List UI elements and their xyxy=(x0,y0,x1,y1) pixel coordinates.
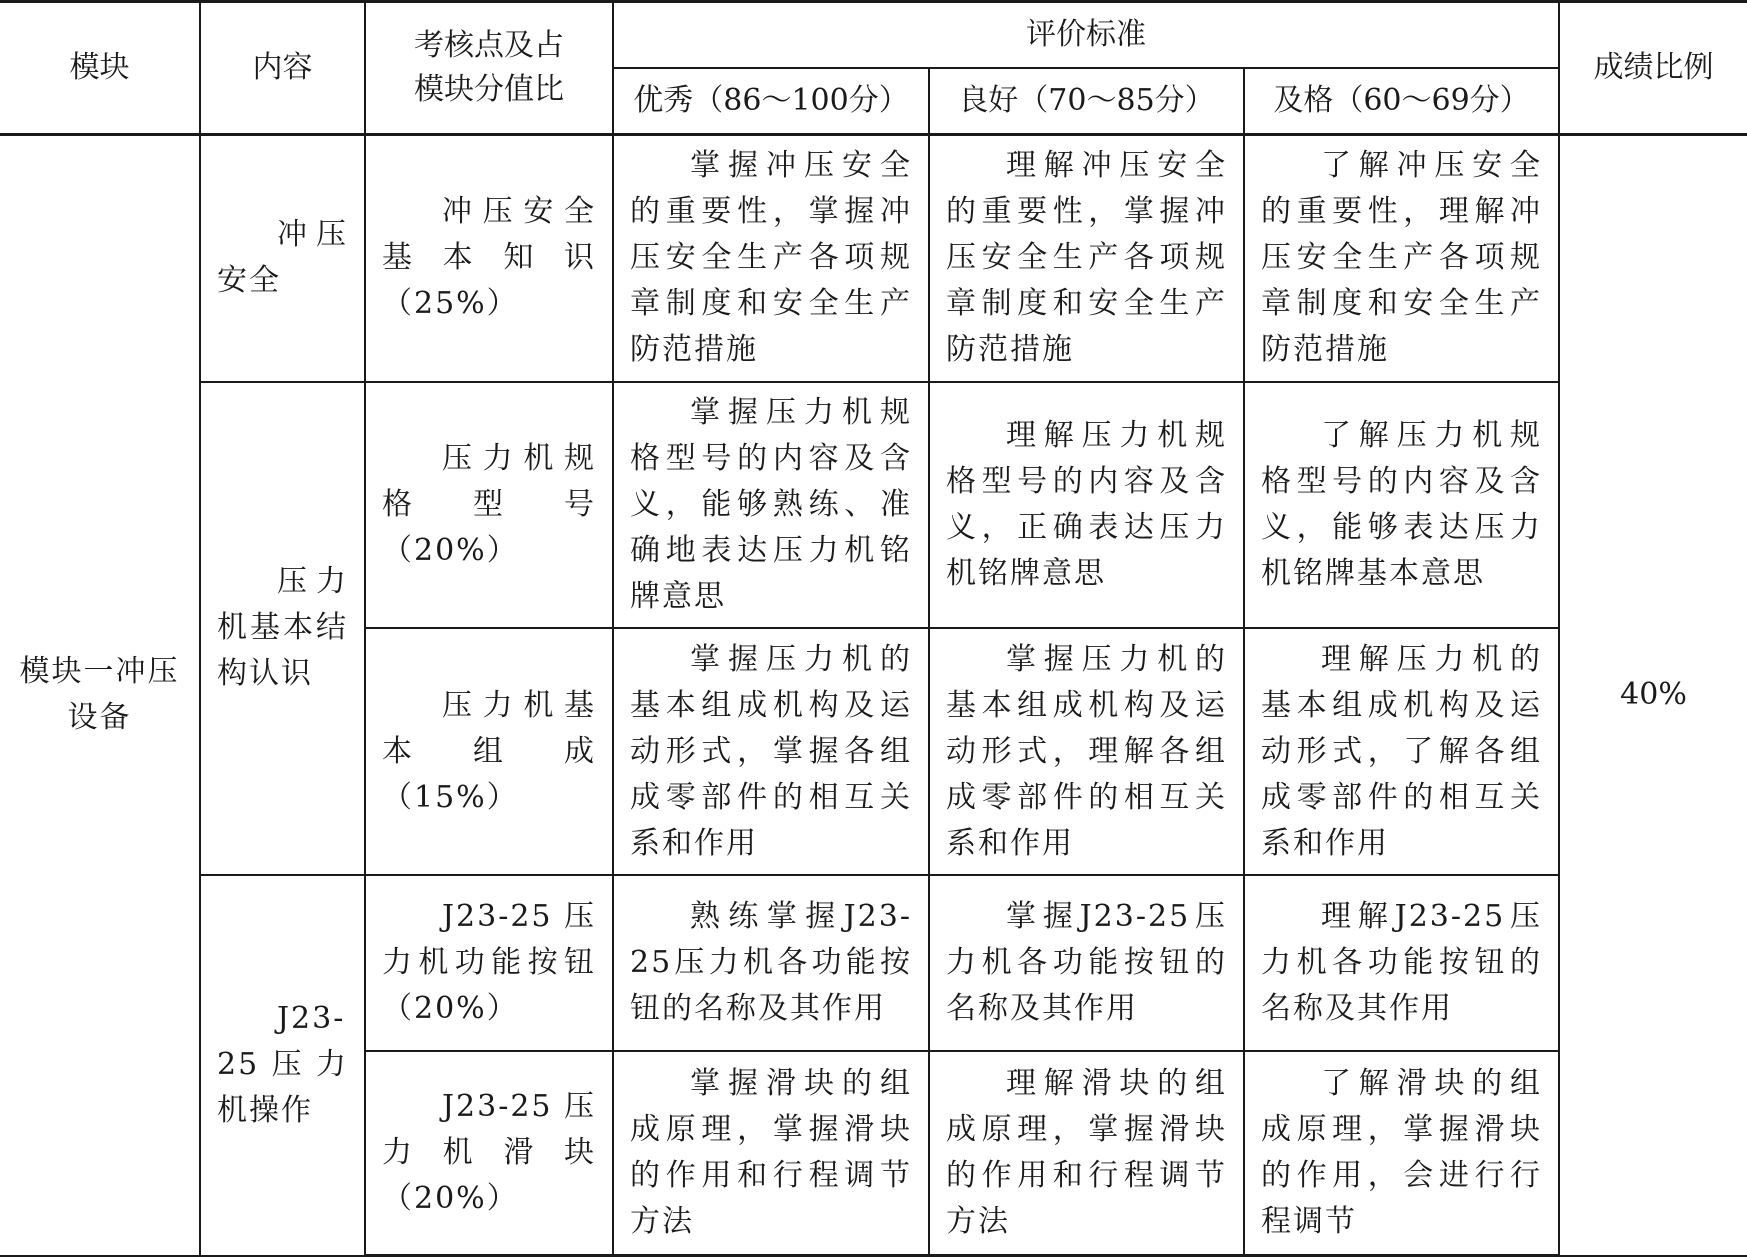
header-criteria: 评价标准 xyxy=(613,2,1559,68)
good-cell: 掌握压力机的基本组成机构及运动形式，理解各组成零部件的相互关系和作用 xyxy=(929,628,1244,875)
pass-cell: 了解冲压安全的重要性，理解冲压安全生产各项规章制度和安全生产防范措施 xyxy=(1244,135,1559,382)
assessment-point-cell: 压力机规格型号（20%） xyxy=(365,382,613,628)
assessment-point-cell: 压力机基本组成（15%） xyxy=(365,628,613,875)
table-row xyxy=(0,875,1747,1051)
content-cell: 压力机基本结构认识 xyxy=(200,382,365,875)
header-excellent: 优秀（86～100分） xyxy=(613,68,929,135)
header-assessment-point: 考核点及占模块分值比 xyxy=(365,2,613,135)
excellent-cell: 掌握压力机的基本组成机构及运动形式，掌握各组成零部件的相互关系和作用 xyxy=(613,628,929,875)
module-name: 模块一冲压设备 xyxy=(0,135,200,1256)
good-cell: 理解滑块的组成原理，掌握滑块的作用和行程调节方法 xyxy=(929,1051,1244,1255)
pass-cell: 了解压力机规格型号的内容及含义，能够表达压力机铭牌基本意思 xyxy=(1244,382,1559,628)
table-row xyxy=(0,135,1747,382)
header-ratio: 成绩比例 xyxy=(1559,2,1747,135)
content-cell: 冲压安全 xyxy=(200,135,365,382)
pass-cell: 理解压力机的基本组成机构及运动形式，了解各组成零部件的相互关系和作用 xyxy=(1244,628,1559,875)
good-cell: 理解冲压安全的重要性，掌握冲压安全生产各项规章制度和安全生产防范措施 xyxy=(929,135,1244,382)
header-pass: 及格（60～69分） xyxy=(1244,68,1559,135)
pass-cell: 了解滑块的组成原理，掌握滑块的作用，会进行行程调节 xyxy=(1244,1051,1559,1255)
table-row xyxy=(0,382,1747,628)
excellent-cell: 掌握滑块的组成原理，掌握滑块的作用和行程调节方法 xyxy=(613,1051,929,1255)
content-cell: J23-25压力机操作 xyxy=(200,875,365,1255)
excellent-cell: 熟练掌握J23-25压力机各功能按钮的名称及其作用 xyxy=(613,875,929,1051)
good-cell: 理解压力机规格型号的内容及含义，正确表达压力机铭牌意思 xyxy=(929,382,1244,628)
assessment-point-cell: 冲压安全基本知识（25%） xyxy=(365,135,613,382)
assessment-point-cell: J23-25压力机功能按钮（20%） xyxy=(365,875,613,1051)
header-good: 良好（70～85分） xyxy=(929,68,1244,135)
pass-cell: 理解J23-25压力机各功能按钮的名称及其作用 xyxy=(1244,875,1559,1051)
excellent-cell: 掌握冲压安全的重要性，掌握冲压安全生产各项规章制度和安全生产防范措施 xyxy=(613,135,929,382)
ratio-cell: 40% xyxy=(1559,135,1747,1256)
header-module: 模块 xyxy=(0,2,200,135)
good-cell: 掌握J23-25压力机各功能按钮的名称及其作用 xyxy=(929,875,1244,1051)
assessment-point-cell: J23-25压力机滑块（20%） xyxy=(365,1051,613,1255)
header-content: 内容 xyxy=(200,2,365,135)
excellent-cell: 掌握压力机规格型号的内容及含义，能够熟练、准确地表达压力机铭牌意思 xyxy=(613,382,929,628)
